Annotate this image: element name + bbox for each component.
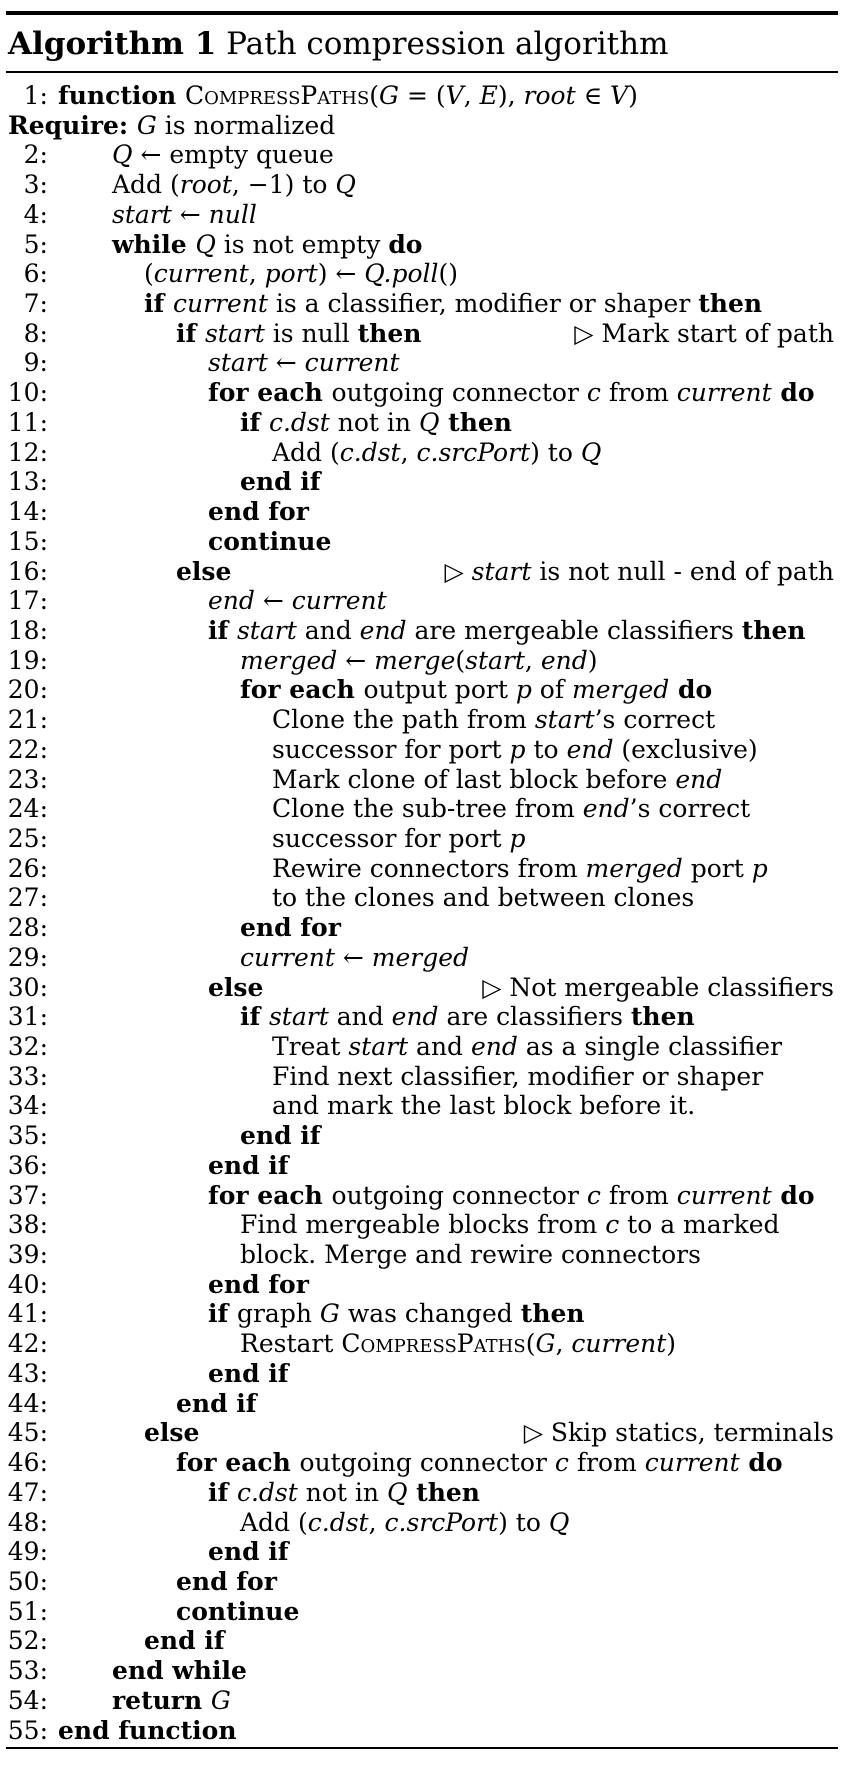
line-content: function CompressPaths(G = (V, E), root ∈ V) — [58, 81, 638, 110]
line-number: 33: — [7, 1061, 48, 1091]
line-content: if graph G was changed then — [208, 1299, 585, 1329]
line-content: end function — [58, 1715, 237, 1745]
algorithm-line — [0, 140, 844, 170]
line-content: Restart CompressPaths(G, current) — [240, 1329, 677, 1359]
line-number: 15: — [7, 526, 48, 556]
line-content: end if — [208, 1537, 289, 1567]
require-line — [0, 111, 844, 141]
line-content: end if — [240, 467, 321, 497]
line-content: continue — [176, 1596, 300, 1626]
algorithm-line — [0, 913, 844, 943]
algorithm-line — [0, 1062, 844, 1092]
line-content: if start and end are classifiers then — [240, 1002, 695, 1032]
algorithm-line — [0, 1508, 844, 1538]
algorithm-caption-title: Path compression algorithm — [216, 26, 669, 62]
top-rule — [6, 11, 838, 15]
line-number: 24: — [7, 794, 48, 824]
algorithm-line — [0, 1121, 844, 1151]
line-number: 10: — [7, 378, 48, 408]
line-content: Clone the path from start’s correct — [272, 705, 716, 735]
line-content: Require: G is normalized — [8, 110, 336, 140]
line-content: if start and end are mergeable classifiers then — [208, 615, 806, 645]
line-content: current ← merged — [240, 942, 470, 972]
line-content: end for — [208, 497, 309, 527]
line-content: for each outgoing connector c from current do — [208, 1180, 815, 1210]
line-number: 50: — [7, 1566, 48, 1596]
line-number: 16: — [7, 556, 48, 586]
line-content: merged ← merge(start, end) — [240, 645, 598, 675]
algorithm-line — [0, 675, 844, 705]
line-number: 42: — [7, 1329, 48, 1359]
line-number: 35: — [7, 1121, 48, 1151]
line-number: 17: — [7, 586, 48, 616]
algorithm-line — [0, 378, 844, 408]
line-number: 9: — [23, 348, 48, 378]
line-number: 20: — [7, 675, 48, 705]
line-number: 44: — [7, 1388, 48, 1418]
line-content: for each outgoing connector c from current do — [208, 378, 815, 408]
algorithm-line — [0, 1656, 844, 1686]
line-content: end ← current — [208, 586, 387, 616]
algorithm-line — [0, 348, 844, 378]
line-number: 3: — [23, 170, 48, 200]
algorithm-line — [0, 1418, 844, 1448]
algorithm-line — [0, 1448, 844, 1478]
line-number: 40: — [7, 1269, 48, 1299]
line-content: end for — [208, 1269, 309, 1299]
line-number: 34: — [7, 1091, 48, 1121]
line-number: 2: — [23, 140, 48, 170]
algorithm-body — [0, 81, 844, 1745]
algorithm-caption — [8, 17, 669, 71]
algorithm-line — [0, 586, 844, 616]
line-number: 41: — [7, 1299, 48, 1329]
line-number: 11: — [7, 407, 48, 437]
line-content: successor for port p — [272, 823, 526, 853]
line-content: for each output port p of merged do — [240, 675, 713, 705]
line-content: Find next classifier, modifier or shaper — [272, 1061, 764, 1091]
line-content: end for — [240, 913, 341, 943]
line-number: 22: — [7, 734, 48, 764]
line-content: if start is null then — [176, 318, 422, 348]
line-content: if c.dst not in Q then — [208, 1477, 480, 1507]
line-content: Find mergeable blocks from c to a marked — [240, 1210, 780, 1240]
algorithm-line — [0, 1032, 844, 1062]
algorithm-line — [0, 170, 844, 200]
line-content: start ← current — [208, 348, 400, 378]
line-number: 21: — [7, 705, 48, 735]
line-content: while Q is not empty do — [112, 229, 423, 259]
line-comment: ▷ Skip statics, terminals — [523, 1418, 834, 1448]
line-content: else — [208, 972, 264, 1002]
caption-rule — [6, 71, 838, 73]
line-number: 26: — [7, 853, 48, 883]
line-content: (current, port) ← Q.poll() — [144, 259, 459, 289]
algorithm-line — [0, 1329, 844, 1359]
algorithm-line — [0, 319, 844, 349]
algorithm-line — [0, 1567, 844, 1597]
algorithm-line — [0, 1299, 844, 1329]
line-content: Mark clone of last block before end — [272, 764, 723, 794]
line-number: 43: — [7, 1358, 48, 1388]
line-number: 45: — [7, 1418, 48, 1448]
algorithm-line — [0, 467, 844, 497]
line-content: continue — [208, 526, 332, 556]
line-number: 19: — [7, 645, 48, 675]
algorithm-line — [0, 527, 844, 557]
algorithm-line — [0, 289, 844, 319]
line-content: Q ← empty queue — [112, 140, 334, 170]
algorithm-line — [0, 1537, 844, 1567]
algorithm-line — [0, 438, 844, 468]
line-number: 39: — [7, 1240, 48, 1270]
line-number: 54: — [7, 1685, 48, 1715]
algorithm-line — [0, 1716, 844, 1746]
line-content: else — [176, 556, 232, 586]
algorithm-line — [0, 408, 844, 438]
line-number: 5: — [23, 229, 48, 259]
line-content: block. Merge and rewire connectors — [240, 1240, 701, 1270]
line-number: 37: — [7, 1180, 48, 1210]
algorithm-caption-label: Algorithm 1 — [8, 26, 217, 62]
line-number: 51: — [7, 1596, 48, 1626]
algorithm-line — [0, 200, 844, 230]
line-content: end if — [176, 1388, 257, 1418]
line-content: end if — [240, 1121, 321, 1151]
line-content: for each outgoing connector c from current do — [176, 1448, 783, 1478]
line-number: 13: — [7, 467, 48, 497]
line-number: 38: — [7, 1210, 48, 1240]
algorithm-line — [0, 1151, 844, 1181]
line-number: 55: — [7, 1715, 48, 1745]
line-number: 32: — [7, 1032, 48, 1061]
line-content: end while — [112, 1656, 247, 1686]
line-content: if c.dst not in Q then — [240, 407, 512, 437]
algorithm-line — [0, 557, 844, 587]
line-number: 53: — [7, 1656, 48, 1686]
algorithm-line — [0, 794, 844, 824]
algorithm-line — [0, 1389, 844, 1419]
line-content: if current is a classifier, modifier or shaper then — [144, 289, 763, 319]
line-content: Treat start and end as a single classifier — [272, 1032, 783, 1061]
algorithm-line — [0, 1686, 844, 1716]
line-content: Add (root, −1) to Q — [112, 170, 356, 200]
line-number: 6: — [23, 259, 48, 289]
algorithm-line — [0, 705, 844, 735]
line-content: successor for port p to end (exclusive) — [272, 734, 758, 764]
algorithm-line — [0, 646, 844, 676]
line-number: 29: — [7, 942, 48, 972]
line-content: Add (c.dst, c.srcPort) to Q — [240, 1507, 570, 1537]
line-number: 7: — [23, 289, 48, 319]
line-number: 4: — [23, 199, 48, 229]
line-number: 14: — [7, 497, 48, 527]
line-content: end for — [176, 1566, 277, 1596]
algorithm-line — [0, 230, 844, 260]
algorithm-line — [0, 616, 844, 646]
line-number: 49: — [7, 1537, 48, 1567]
line-number: 31: — [7, 1002, 48, 1032]
algorithm-line — [0, 735, 844, 765]
algorithm-line — [0, 1626, 844, 1656]
line-number: 23: — [7, 764, 48, 794]
line-content: return G — [112, 1685, 231, 1715]
line-content: Clone the sub-tree from end’s correct — [272, 794, 751, 824]
line-number: 47: — [7, 1477, 48, 1507]
line-number: 1: — [23, 81, 48, 110]
line-comment: ▷ Not mergeable classifiers — [482, 972, 834, 1002]
line-number: 30: — [7, 972, 48, 1002]
line-comment: ▷ start is not null - end of path — [444, 556, 834, 586]
line-number: 8: — [23, 318, 48, 348]
line-content: Add (c.dst, c.srcPort) to Q — [272, 437, 602, 467]
line-number: 36: — [7, 1150, 48, 1180]
bottom-rule — [6, 1747, 838, 1749]
algorithm-line — [0, 854, 844, 884]
algorithm-line — [0, 943, 844, 973]
line-number: 18: — [7, 615, 48, 645]
line-content: end if — [208, 1150, 289, 1180]
line-comment: ▷ Mark start of path — [574, 318, 834, 348]
algorithm-line — [0, 1597, 844, 1627]
line-number: 25: — [7, 823, 48, 853]
algorithm-line — [0, 824, 844, 854]
algorithm-line — [0, 1002, 844, 1032]
algorithm-line — [0, 765, 844, 795]
algorithm-line — [0, 1181, 844, 1211]
line-content: end if — [144, 1626, 225, 1656]
algorithm-line — [0, 883, 844, 913]
line-content: Rewire connectors from merged port p — [272, 853, 768, 883]
line-number: 12: — [7, 437, 48, 467]
algorithm-line — [0, 497, 844, 527]
line-content: and mark the last block before it. — [272, 1091, 696, 1121]
line-number: 27: — [7, 883, 48, 913]
algorithm-line — [0, 1270, 844, 1300]
algorithm-line — [0, 259, 844, 289]
line-number: 52: — [7, 1626, 48, 1656]
algorithm-line — [0, 1210, 844, 1240]
line-number: 48: — [7, 1507, 48, 1537]
line-number: 46: — [7, 1448, 48, 1478]
line-content: else — [144, 1418, 200, 1448]
algorithm-line — [0, 1478, 844, 1508]
algorithm-line — [0, 1091, 844, 1121]
line-content: start ← null — [112, 199, 257, 229]
line-content: end if — [208, 1358, 289, 1388]
line-number: 28: — [7, 913, 48, 943]
algorithm-line — [0, 81, 844, 111]
line-content: to the clones and between clones — [272, 883, 695, 913]
algorithm-line — [0, 1359, 844, 1389]
algorithm-line — [0, 1240, 844, 1270]
algorithm-line — [0, 973, 844, 1003]
